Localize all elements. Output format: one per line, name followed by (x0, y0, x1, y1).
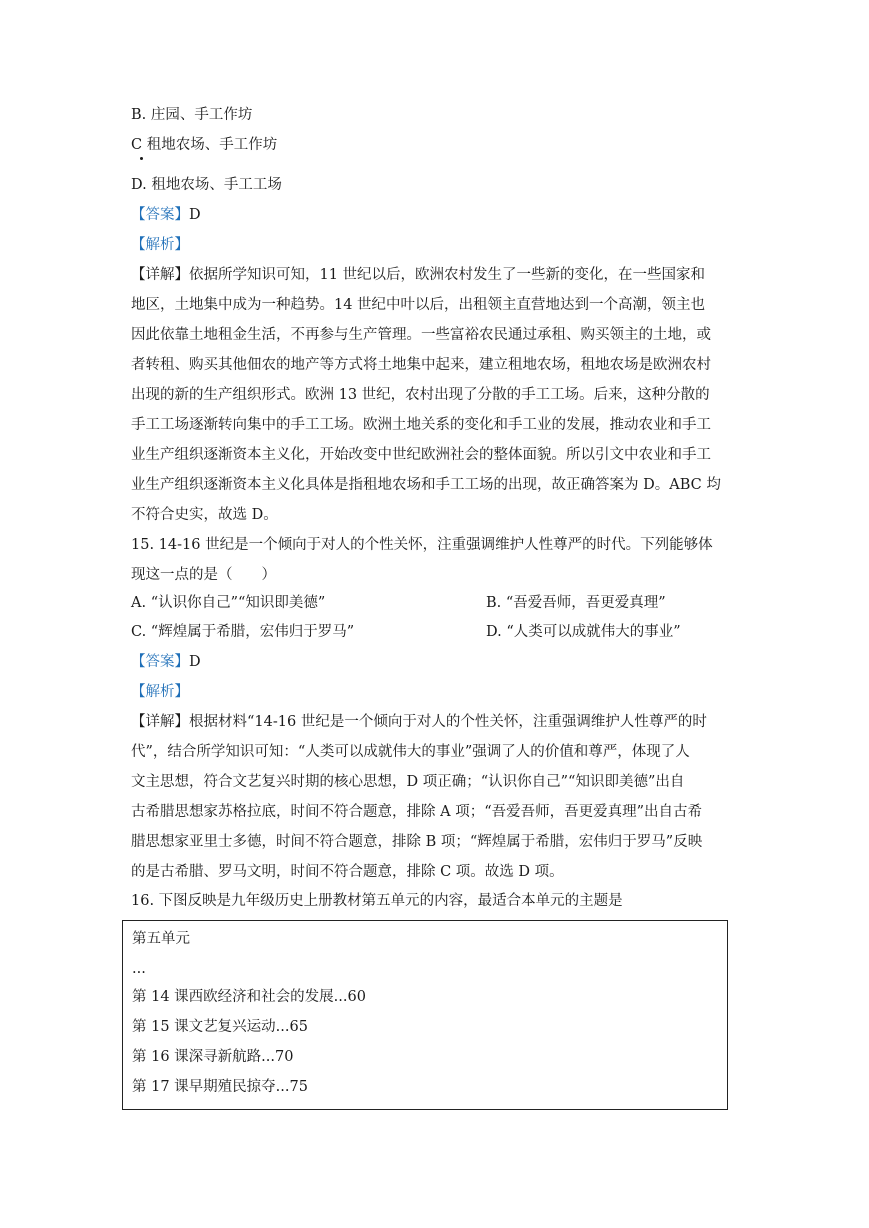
detail-line: 因此依靠土地租金生活，不再参与生产管理。一些富裕农民通过承租、购买领主的土地，或 (131, 327, 711, 343)
q15-option-a: A. “认识你自己”“知识即美德” (131, 595, 326, 611)
detail-line: 的是古希腊、罗马文明，时间不符合题意，排除 C 项。故选 D 项。 (131, 864, 564, 880)
q15-analysis-label: 【解析】 (131, 684, 189, 700)
answer-value: D (189, 654, 201, 670)
detail-label: 【详解】 (131, 714, 189, 730)
detail-line: 手工工场逐渐转向集中的手工工场。欧洲土地关系的变化和手工业的发展，推动农业和手工 (131, 417, 711, 433)
toc-lesson-17: 第 17 课早期殖民掠夺...75 (132, 1079, 308, 1095)
detail-line: 地区，土地集中成为一种趋势。14 世纪中叶以后，出租领主直营地达到一个高潮，领主也 (131, 297, 706, 313)
stem-line: 现这一点的是（ ） (131, 567, 276, 583)
detail-label: 【详解】 (131, 267, 189, 283)
q14-detail (131, 260, 739, 530)
detail-line: 文主思想，符合文艺复兴时期的核心思想，D 项正确；“认识你自己”“知识即美德”出自 (131, 774, 685, 790)
answer-value: D (189, 207, 201, 223)
answer-label: 【答案】 (131, 207, 189, 223)
q15-answer (131, 652, 201, 672)
q15-option-d: D. “人类可以成就伟大的事业” (486, 624, 681, 640)
detail-line: 依据所学知识可知，11 世纪以后，欧洲农村发生了一些新的变化，在一些国家和 (189, 267, 706, 283)
detail-line: 根据材料“14-16 世纪是一个倾向于对人的个性关怀，注重强调维护人性尊严的时 (189, 714, 707, 730)
detail-line: 腊思想家亚里士多德，时间不符合题意，排除 B 项；“辉煌属于希腊，宏伟归于罗马”反映 (131, 834, 703, 850)
q15-option-b: B. “吾爱吾师，吾更爱真理” (486, 595, 666, 611)
toc-unit-title: 第五单元 (132, 931, 190, 947)
answer-label: 【答案】 (131, 654, 189, 670)
toc-lesson-16: 第 16 课深寻新航路...70 (132, 1049, 294, 1065)
toc-lesson-15: 第 15 课文艺复兴运动...65 (132, 1019, 308, 1035)
detail-line: 者转租、购买其他佃农的地产等方式将土地集中起来，建立租地农场，租地农场是欧洲农村 (131, 357, 711, 373)
toc-lesson-14: 第 14 课西欧经济和社会的发展...60 (132, 989, 366, 1005)
detail-line: 不符合史实，故选 D。 (131, 507, 278, 523)
q14-option-b: B. 庄园、手工作坊 (131, 107, 253, 123)
detail-line: 业生产组织逐渐资本主义化，开始改变中世纪欧洲社会的整体面貌。所以引文中农业和手工 (131, 447, 711, 463)
detail-line: 古希腊思想家苏格拉底，时间不符合题意，排除 A 项；“吾爱吾师，吾更爱真理”出自古希 (131, 804, 703, 820)
stem-line: 15. 14-16 世纪是一个倾向于对人的个性关怀，注重强调维护人性尊严的时代。下列能够体 (131, 537, 713, 553)
emphasis-dot (140, 157, 143, 160)
q16-stem: 16. 下图反映是九年级历史上册教材第五单元的内容，最适合本单元的主题是 (131, 893, 623, 909)
q14-answer (131, 205, 201, 225)
q14-option-d: D. 租地农场、手工工场 (131, 177, 282, 193)
q14-analysis-label: 【解析】 (131, 237, 189, 253)
detail-line: 出现的新的生产组织形式。欧洲 13 世纪，农村出现了分散的手工工场。后来，这种分散的 (131, 387, 710, 403)
detail-line: 业生产组织逐渐资本主义化具体是指租地农场和手工工场的出现，故正确答案为 D。ABC 均 (131, 477, 721, 493)
q15-stem (131, 530, 739, 590)
table-of-contents-box (122, 920, 728, 1110)
q14-option-c: C 租地农场、手工作坊 (131, 137, 278, 153)
toc-ellipsis: ... (132, 961, 146, 977)
q15-detail (131, 707, 739, 887)
q15-option-c: C. “辉煌属于希腊，宏伟归于罗马” (131, 624, 355, 640)
detail-line: 代”，结合所学知识可知：“人类可以成就伟大的事业”强调了人的价值和尊严，体现了人 (131, 744, 690, 760)
